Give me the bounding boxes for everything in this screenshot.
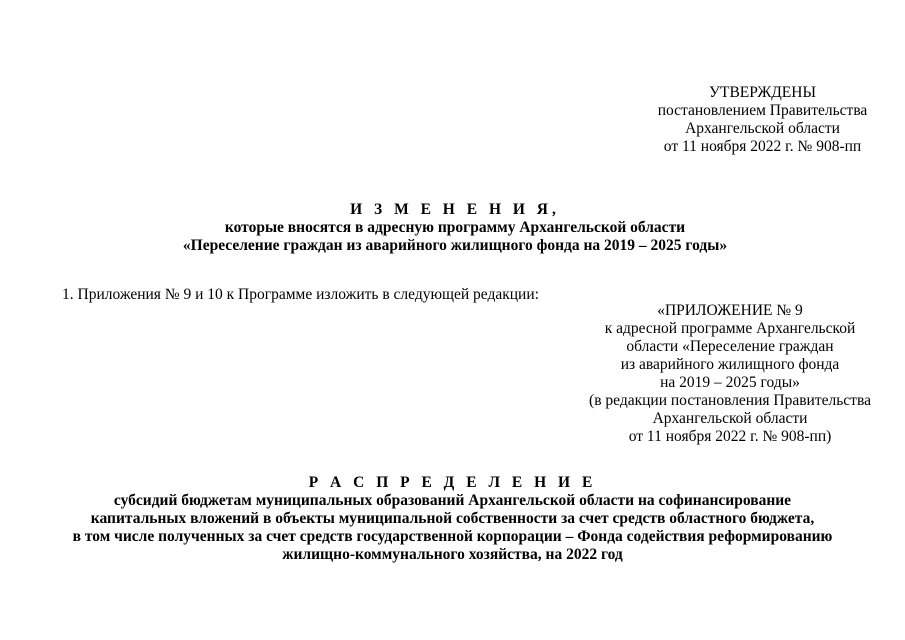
changes-heading: И З М Е Н Е Н И Я, bbox=[350, 201, 560, 218]
appendix-title: «ПРИЛОЖЕНИЕ № 9 bbox=[657, 302, 803, 319]
distribution-heading: Р А С П Р Е Д Е Л Е Н И Е bbox=[308, 474, 597, 491]
appendix-line: из аварийного жилищного фонда bbox=[620, 356, 840, 373]
distribution-subtitle-line: субсидий бюджетам муниципальных образований Архангельской области на софинансирование bbox=[113, 492, 792, 509]
distribution-subtitle-line: в том числе полученных за счет средств государственной корпорации – Фонда содействия реформированию bbox=[72, 528, 833, 545]
approval-title: УТВЕРЖДЕНЫ bbox=[709, 84, 816, 101]
approval-block bbox=[640, 84, 885, 156]
appendix-block bbox=[580, 302, 880, 446]
paragraph-text: 1. Приложения № 9 и 10 к Программе изложить в следующей редакции: bbox=[62, 286, 539, 303]
changes-subtitle-line: которые вносятся в адресную программу Архангельской области bbox=[224, 219, 686, 236]
appendix-line: к адресной программе Архангельской bbox=[604, 320, 856, 337]
approval-line: от 11 ноября 2022 г. № 908-пп bbox=[663, 138, 862, 155]
distribution-subtitle-line: жилищно-коммунального хозяйства, на 2022 год bbox=[282, 546, 623, 563]
appendix-line: Архангельской области bbox=[652, 410, 808, 427]
appendix-line: от 11 ноября 2022 г. № 908-пп) bbox=[628, 428, 832, 445]
approval-line: Архангельской области bbox=[685, 120, 840, 137]
changes-heading-block bbox=[40, 201, 870, 255]
appendix-line: на 2019 – 2025 годы» bbox=[660, 374, 800, 391]
appendix-line: (в редакции постановления Правительства bbox=[589, 392, 871, 409]
distribution-heading-block bbox=[20, 474, 885, 564]
approval-line: постановлением Правительства bbox=[657, 102, 868, 119]
appendix-line: области «Переселение граждан bbox=[626, 338, 834, 355]
distribution-subtitle-line: капитальных вложений в объекты муниципальной собственности за счет средств областного бюджета, bbox=[90, 510, 815, 527]
changes-subtitle-line: «Переселение граждан из аварийного жилищного фонда на 2019 – 2025 годы» bbox=[182, 237, 728, 254]
